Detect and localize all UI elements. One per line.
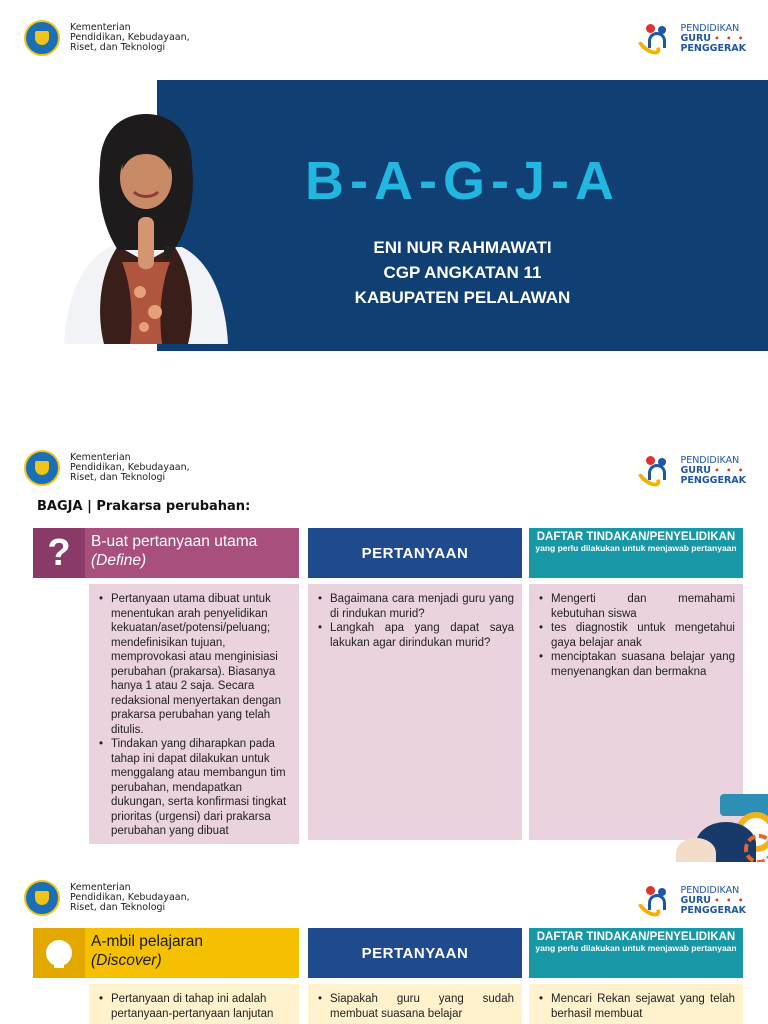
list-item: • Pertanyaan di tahap ini adalah pertanyaan-pertanyaan lanjutan <box>97 992 291 1021</box>
stage-label: A-mbil pelajaran <box>91 933 203 950</box>
cover-panel <box>157 80 768 351</box>
actions-header-sub: yang perlu dilakukan untuk menjawab pertanyaan <box>535 543 737 553</box>
program-line-3: PENGGERAK <box>680 905 746 916</box>
program-line-2: GURU <box>680 465 712 476</box>
discover-slide <box>0 868 768 1024</box>
ministry-line-2: Pendidikan, Kebudayaan, <box>70 32 190 43</box>
presenter-photo <box>60 112 232 344</box>
list-item: • Mengerti dan memahami kebutuhan siswa <box>537 592 735 621</box>
cover-cohort: CGP ANGKATAN 11 <box>383 263 542 282</box>
list-item: • tes diagnostik untuk mengetahui gaya belajar anak <box>537 621 735 650</box>
stage-header-define <box>33 528 299 578</box>
ministry-line-1: Kementerian <box>70 22 131 33</box>
define-slide <box>0 432 768 862</box>
tut-wuri-seal-icon <box>24 880 60 916</box>
ministry-line-3: Riset, dan Teknologi <box>70 472 166 483</box>
lightbulb-icon <box>33 928 85 978</box>
program-line-1: PENDIDIKAN <box>680 455 740 466</box>
cover-name: ENI NUR RAHMAWATI <box>373 238 552 257</box>
stage-icon-glyph: ? <box>47 531 71 574</box>
list-item: • menciptakan suasana belajar yang menyenangkan dan bermakna <box>537 650 735 679</box>
program-line-2: GURU <box>680 33 712 44</box>
stage-header-discover <box>33 928 299 978</box>
program-line-3: PENGGERAK <box>680 43 746 54</box>
actions-header-sub: yang perlu dilakukan untuk menjawab pertanyaan <box>535 943 737 953</box>
actions-header <box>529 928 743 978</box>
guru-penggerak-mark-icon <box>634 22 674 56</box>
section-title: BAGJA | Prakarsa perubahan: <box>37 499 251 514</box>
guru-penggerak-mark-icon <box>634 454 674 488</box>
program-line-1: PENDIDIKAN <box>680 23 740 34</box>
program-line-3: PENGGERAK <box>680 475 746 486</box>
guru-penggerak-logo <box>634 454 746 488</box>
list-item: • Langkah apa yang dapat saya lakukan agar dirindukan murid? <box>316 621 514 650</box>
questions-header: PERTANYAAN <box>308 528 522 578</box>
questions-cell <box>308 984 522 1024</box>
ministry-line-2: Pendidikan, Kebudayaan, <box>70 892 190 903</box>
list-item: • Bagaimana cara menjadi guru yang di rindukan murid? <box>316 592 514 621</box>
ministry-line-1: Kementerian <box>70 452 131 463</box>
guru-penggerak-logo <box>634 884 746 918</box>
decorative-shapes <box>676 792 768 862</box>
list-item: • Siapakah guru yang sudah membuat suasana belajar <box>316 992 514 1021</box>
cover-region: KABUPATEN PELALAWAN <box>354 288 571 307</box>
ministry-logo <box>24 20 190 56</box>
program-dots: • • • <box>714 896 746 905</box>
ministry-line-1: Kementerian <box>70 882 131 893</box>
tut-wuri-seal-icon <box>24 20 60 56</box>
program-dots: • • • <box>714 34 746 43</box>
cover-title: B-A-G-J-A <box>305 151 620 211</box>
stage-sub: (Define) <box>91 552 147 569</box>
list-item: • Pertanyaan utama dibuat untuk menentukan arah penyelidikan kekuatan/aset/potensi/peluang; mendefinisikan tujuan, memprovokasi atau menginisiasi perubahan (prakarsa). Biasanya hanya 1 atau 2 saja. Secara redaksional menyertakan dengan prakarsa perubahan yang telah ditulis. <box>97 592 291 737</box>
stage-label: B-uat pertanyaan utama <box>91 533 258 550</box>
description-cell <box>89 984 299 1024</box>
program-dots: • • • <box>714 466 746 475</box>
ministry-logo <box>24 880 190 916</box>
actions-cell <box>529 984 743 1024</box>
ministry-line-2: Pendidikan, Kebudayaan, <box>70 462 190 473</box>
tut-wuri-seal-icon <box>24 450 60 486</box>
guru-penggerak-mark-icon <box>634 884 674 918</box>
actions-header-title: DAFTAR TINDAKAN/PENYELIDIKAN <box>536 931 736 943</box>
program-line-1: PENDIDIKAN <box>680 885 740 896</box>
questions-cell <box>308 584 522 840</box>
cover-slide <box>0 0 768 410</box>
list-item: • Mencari Rekan sejawat yang telah berhasil membuat <box>537 992 735 1021</box>
questions-header: PERTANYAAN <box>308 928 522 978</box>
ministry-line-3: Riset, dan Teknologi <box>70 902 166 913</box>
ministry-logo <box>24 450 190 486</box>
program-line-2: GURU <box>680 895 712 906</box>
stage-sub: (Discover) <box>91 952 162 969</box>
actions-header-title: DAFTAR TINDAKAN/PENYELIDIKAN <box>536 531 736 543</box>
actions-header <box>529 528 743 578</box>
list-item: • Tindakan yang diharapkan pada tahap ini dapat dilakukan untuk menggalang atau membangun tim perubahan, mendapatkan dukungan, serta konfirmasi tingkat prioritas (urgensi) dari prakarsa perubahan yang dibuat <box>97 737 291 839</box>
ministry-line-3: Riset, dan Teknologi <box>70 42 166 53</box>
guru-penggerak-logo <box>634 22 746 56</box>
question-mark-icon <box>33 528 85 578</box>
description-cell <box>89 584 299 844</box>
